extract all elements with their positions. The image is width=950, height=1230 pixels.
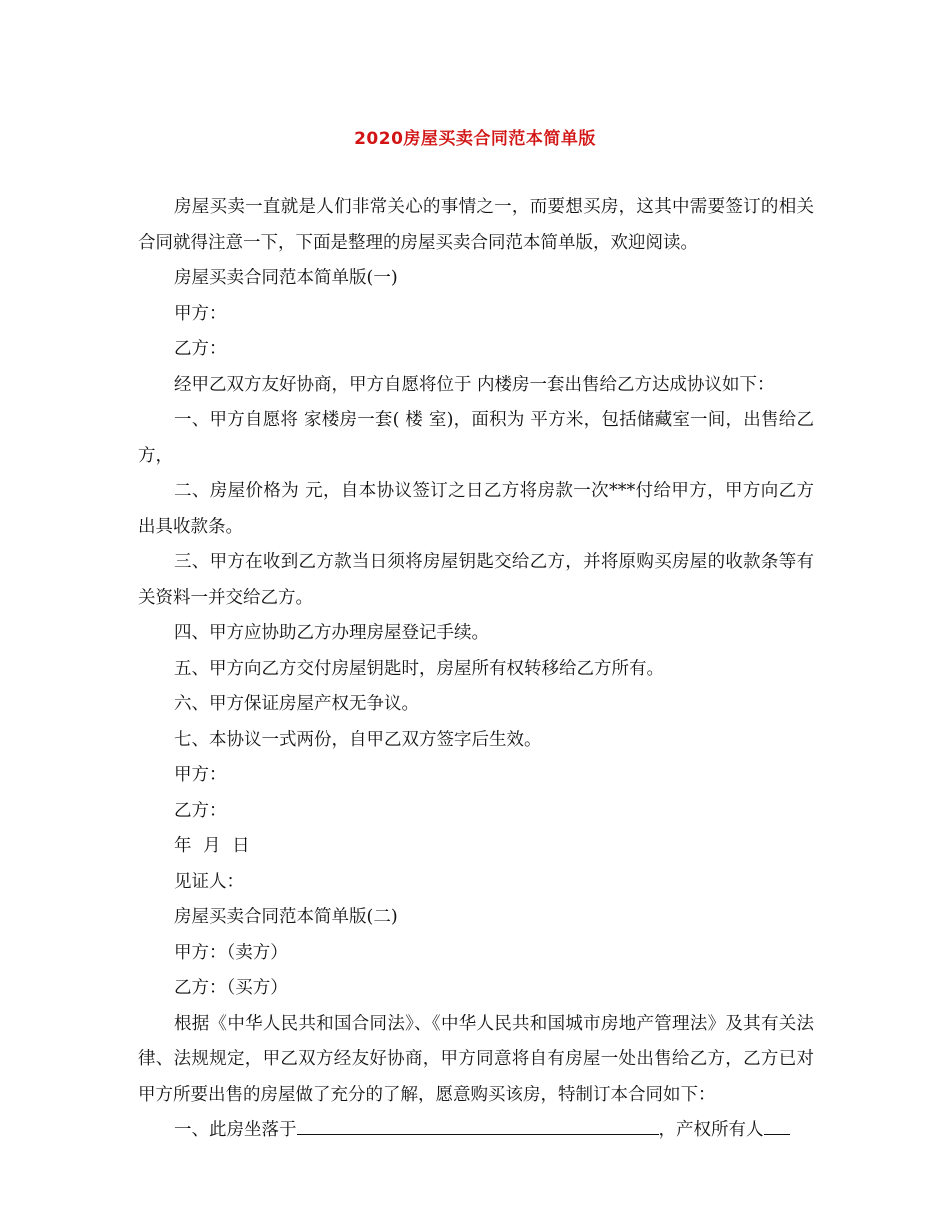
buyer-label: 乙方：（买方） [174,978,288,998]
signature-date: 年 月 日 [174,836,250,856]
clause-7: 七、本协议一式两份，自甲乙双方签字后生效。 [174,729,542,750]
seller-label: 甲方：（卖方） [174,942,288,963]
property-location-prefix: 一、此房坐落于 [174,1120,297,1140]
section-heading-2: 房屋买卖合同范本简单版(二) [174,907,398,927]
legal-basis-paragraph: 根据《中华人民共和国合同法》、《中华人民共和国城市房地产管理法》及其有关法律、法规规定，甲乙双方经友好协商，甲方同意将自有房屋一处出售给乙方，乙方已对甲方所要出售的房屋做了充分的了解，愿意购买该房，特制订本合同如下： [138,1013,814,1105]
clause-3: 三、甲方在收到乙方款当日须将房屋钥匙交给乙方，并将原购买房屋的收款条等有关资料一并交给乙方。 [138,552,814,608]
location-blank-line [297,1118,659,1135]
party-a-label: 甲方： [174,303,227,324]
clause-4: 四、甲方应协助乙方办理房屋登记手续。 [174,623,489,643]
clause-1: 一、甲方自愿将 家楼房一套( 楼 室)，面积为 平方米，包括储藏室一间，出售给乙方， [138,410,814,466]
intro-paragraph: 房屋买卖一直就是人们非常关心的事情之一，而要想买房，这其中需要签订的相关合同就得注意一下，下面是整理的房屋买卖合同范本简单版，欢迎阅读。 [138,197,814,253]
agreement-preamble: 经甲乙双方友好协商，甲方自愿将位于 内楼房一套出售给乙方达成协议如下： [174,374,775,395]
section-heading-1: 房屋买卖合同范本简单版(一) [174,268,398,288]
owner-label: ，产权所有人 [658,1120,764,1140]
clause-5: 五、甲方向乙方交付房屋钥匙时，房屋所有权转移给乙方所有。 [174,658,664,679]
party-b-label: 乙方： [174,339,227,359]
signature-party-b: 乙方： [174,800,227,821]
clause-2: 二、房屋价格为 元，自本协议签订之日乙方将房款一次***付给甲方，甲方向乙方出具收款条。 [138,481,814,537]
clause-6: 六、甲方保证房屋产权无争议。 [174,694,419,714]
owner-blank-line [764,1118,790,1135]
property-location-clause [138,1113,814,1149]
signature-party-a: 甲方： [174,765,227,785]
document-body [138,190,814,1149]
witness-label: 见证人： [174,871,244,892]
document-title: 2020房屋买卖合同范本简单版 [354,129,596,149]
